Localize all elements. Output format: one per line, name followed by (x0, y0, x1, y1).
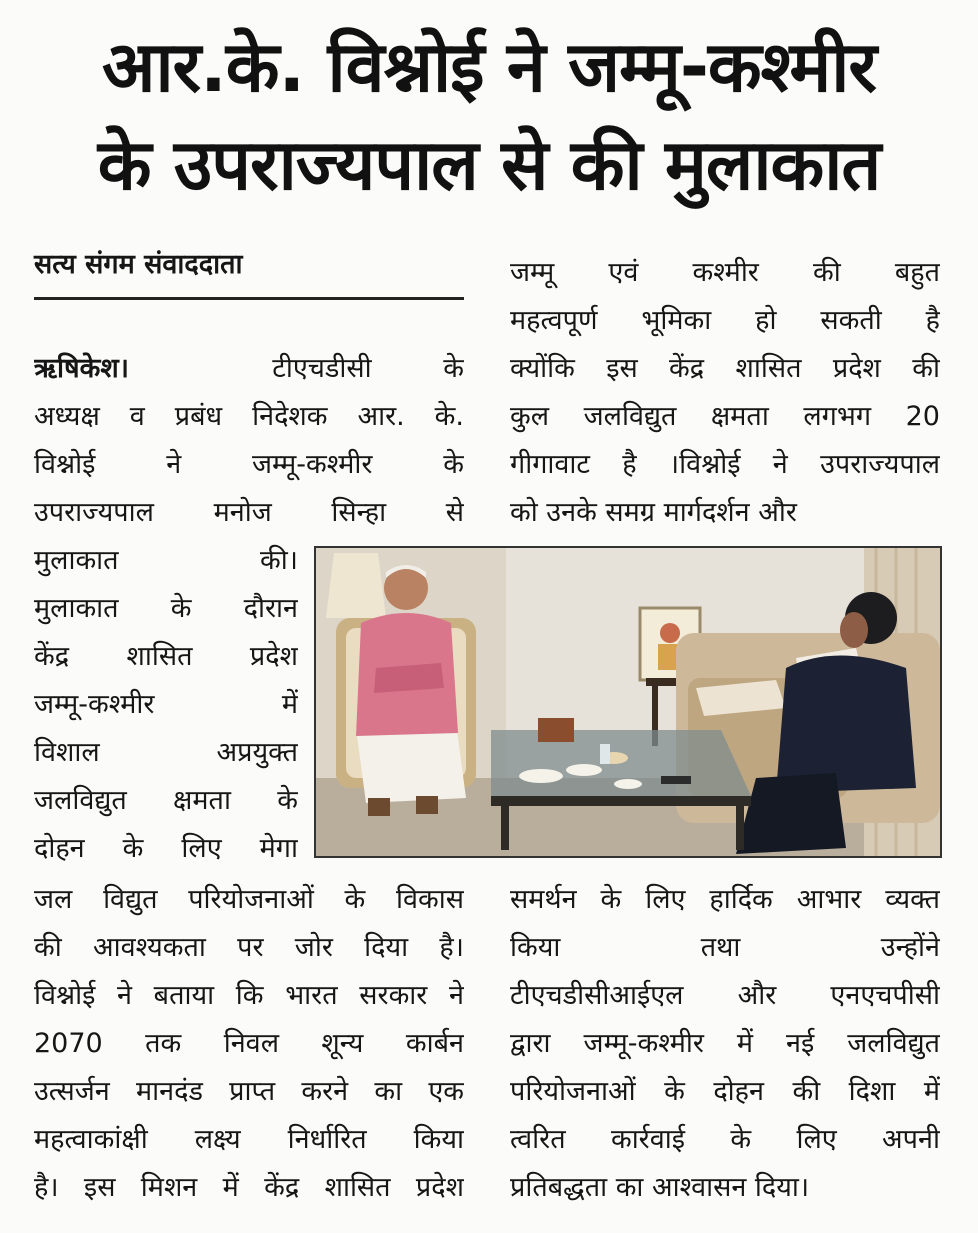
article-line: महत्वपूर्ण भूमिका हो सकती है (510, 305, 940, 336)
article-line: जलविद्युत क्षमता के (34, 785, 298, 816)
article-line: ऋषिकेश। टीएचडीसी के (34, 353, 464, 384)
headline-line-2: के उपराज्यपाल से की मुलाकात (97, 124, 881, 206)
headline-line-1: आर.के. विश्नोई ने जम्मू-कश्मीर (101, 26, 877, 108)
article-line: 2070 तक निवल शून्य कार्बन (34, 1028, 464, 1059)
article-line: विश्नोई ने बताया कि भारत सरकार ने (34, 980, 464, 1011)
article-line: टीएचडीसीआईएल और एनएचपीसी (510, 980, 940, 1011)
meeting-photo-illustration (316, 548, 940, 856)
article-line: क्योंकि इस केंद्र शासित प्रदेश की (510, 353, 940, 384)
article-line: की आवश्यकता पर जोर दिया है। (34, 932, 464, 963)
article-line: विशाल अप्रयुक्त (34, 737, 298, 768)
left-column-top (34, 345, 464, 537)
headline (0, 18, 978, 214)
article-line: जम्मू-कश्मीर में (34, 689, 298, 720)
article-line: जल विद्युत परियोजनाओं के विकास (34, 884, 464, 915)
article-line: समर्थन के लिए हार्दिक आभार व्यक्त (510, 884, 940, 915)
byline: सत्य संगम संवाददाता (34, 249, 243, 280)
left-column-bottom (34, 876, 464, 1212)
article-line: केंद्र शासित प्रदेश (34, 641, 298, 672)
article-line: विश्नोई ने जम्मू-कश्मीर के (34, 449, 464, 480)
article-line: दोहन के लिए मेगा (34, 833, 298, 864)
article-line: मुलाकात की। (34, 545, 298, 576)
article-line: है। इस मिशन में केंद्र शासित प्रदेश (34, 1172, 464, 1203)
article-line: महत्वाकांक्षी लक्ष्य निर्धारित किया (34, 1124, 464, 1155)
article-line: परियोजनाओं के दोहन की दिशा में (510, 1076, 940, 1107)
meeting-photo (314, 546, 942, 858)
article-line: प्रतिबद्धता का आश्वासन दिया। (510, 1172, 810, 1203)
article-line: त्वरित कार्रवाई के लिए अपनी (510, 1124, 940, 1155)
article-line: द्वारा जम्मू-कश्मीर में नई जलविद्युत (510, 1028, 940, 1059)
byline-divider (34, 297, 464, 300)
dateline: ऋषिकेश। (34, 353, 129, 384)
article-line: किया तथा उन्होंने (510, 932, 940, 963)
article-line: को उनके समग्र मार्गदर्शन और (510, 497, 797, 528)
right-column-top (510, 249, 940, 537)
article-line: गीगावाट है ।विश्नोई ने उपराज्यपाल (510, 449, 940, 480)
right-column-bottom (510, 876, 940, 1212)
left-column-narrow (34, 537, 298, 873)
article-line: जम्मू एवं कश्मीर की बहुत (510, 257, 940, 288)
article-line: उपराज्यपाल मनोज सिन्हा से (34, 497, 464, 528)
article-line: मुलाकात के दौरान (34, 593, 298, 624)
article-line: उत्सर्जन मानदंड प्राप्त करने का एक (34, 1076, 464, 1107)
article-line: कुल जलविद्युत क्षमता लगभग 20 (510, 401, 940, 432)
article-line: अध्यक्ष व प्रबंध निदेशक आर. के. (34, 401, 464, 432)
